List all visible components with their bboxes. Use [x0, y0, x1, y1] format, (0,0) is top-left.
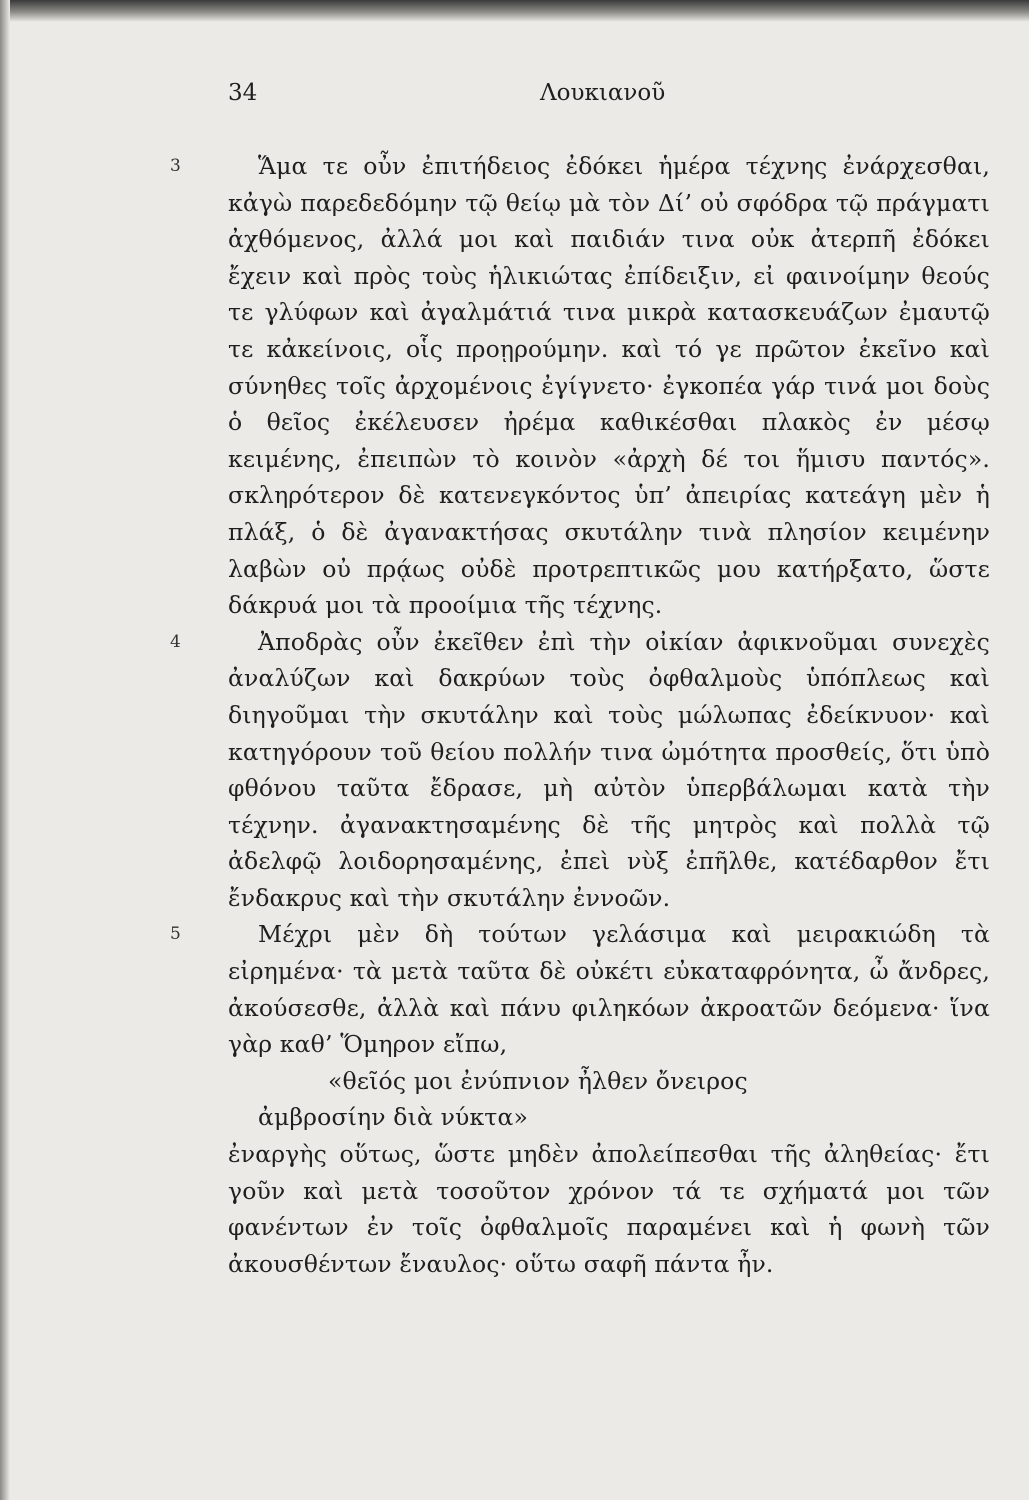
- section-3-paragraph: [170, 148, 990, 624]
- page-left-shadow: [0, 0, 10, 1500]
- section-3-text: Ἅμα τε οὖν ἐπιτήδειος ἐδόκει ἡμέρα τέχνης ἐνάρχεσθαι, κἀγὼ παρεδεδόμην τῷ θείῳ μὰ τὸν Δί’ οὐ σφόδρα τῷ πράγματι ἀχθόμενος, ἀλλά μοι καὶ παιδιάν τινα οὐκ ἀτερπῆ ἐδόκει ἔχειν καὶ πρὸς τοὺς ἡλικιώτας ἐπίδειξιν, εἰ φαινοίμην θεούς τε γλύφων καὶ ἀγαλμάτιά τινα μικρὰ κατασκευάζων ἐμαυτῷ τε κἀκείνοις, οἷς προῃρούμην. καὶ τό γε πρῶτον ἐκεῖνο καὶ σύνηθες τοῖς ἀρχομένοις ἐγίγνετο· ἐγκοπέα γάρ τινά μοι δοὺς ὁ θεῖος ἐκέλευσεν ἠρέμα καθικέσθαι πλακὸς ἐν μέσῳ κειμένης, ἐπειπὼν τὸ κοινὸν «ἀρχὴ δέ τοι ἥμισυ παντός». σκληρότερον δὲ κατενεγκόντος ὑπ’ ἀπειρίας κατεάγη μὲν ἡ πλάξ, ὁ δὲ ἀγανακτήσας σκυτάλην τινὰ πλησίον κειμένην λαβὼν οὐ πρᾴως οὐδὲ προτρεπτικῶς μου κατήρξατο, ὥστε δάκρυά μοι τὰ προοίμια τῆς τέχνης.: [228, 152, 990, 620]
- page-number: 34: [228, 80, 258, 106]
- section-4-text: Ἀποδρὰς οὖν ἐκεῖθεν ἐπὶ τὴν οἰκίαν ἀφικνοῦμαι συνεχὲς ἀναλύζων καὶ δακρύων τοὺς ὀφθαλμοὺς ὑπόπλεως καὶ διηγοῦμαι τὴν σκυτάλην καὶ τοὺς μώλωπας ἐδείκνυον· καὶ κατηγόρουν τοῦ θείου πολλήν τινα ὠμότητα προσθείς, ὅτι ὑπὸ φθόνου ταῦτα ἔδρασε, μὴ αὐτὸν ὑπερβάλωμαι κατὰ τὴν τέχνην. ἀγανακτησαμένης δὲ τῆς μητρὸς καὶ πολλὰ τῷ ἀδελφῷ λοιδορησαμένης, ἐπεὶ νὺξ ἐπῆλθε, κατέδαρθον ἔτι ἔνδακρυς καὶ τὴν σκυτάλην ἐννοῶν.: [228, 627, 990, 912]
- section-5-paragraph: [170, 916, 990, 1062]
- verse-line: «θεῖός μοι ἐνύπνιον ἦλθεν ὄνειρος: [328, 1066, 748, 1095]
- section-number: 4: [170, 631, 181, 652]
- running-head-title: Λουκιανοῦ: [540, 80, 666, 106]
- section-4-paragraph: [170, 624, 990, 917]
- body-text: [170, 148, 990, 1282]
- section-number: 3: [170, 156, 181, 176]
- page-top-shadow: [0, 0, 1029, 22]
- section-number: 5: [170, 924, 181, 945]
- running-head: [0, 80, 1029, 116]
- continuation-paragraph: ἐναργὴς οὕτως, ὥστε μηδὲν ἀπολείπεσθαι τῆς ἀληθείας· ἔτι γοῦν καὶ μετὰ τοσοῦτον χρόνον τά τε σχήματά μοι τῶν φανέντων ἐν τοῖς ὀφθαλμοῖς παραμένει καὶ ἡ φωνὴ τῶν ἀκουσθέντων ἔναυλος· οὕτω σαφῆ πάντα ἦν.: [228, 1140, 990, 1278]
- section-5-text: Μέχρι μὲν δὴ τούτων γελάσιμα καὶ μειρακιώδη τὰ εἰρημένα· τὰ μετὰ ταῦτα δὲ οὐκέτι εὐκαταφρόνητα, ὦ ἄνδρες, ἀκούσεσθε, ἀλλὰ καὶ πάνυ φιληκόων ἀκροατῶν δεόμενα· ἵνα γὰρ καθ’ Ὅμηρον εἴπω,: [228, 920, 990, 1059]
- verse-line: ἀμβροσίην διὰ νύκτα»: [258, 1103, 528, 1132]
